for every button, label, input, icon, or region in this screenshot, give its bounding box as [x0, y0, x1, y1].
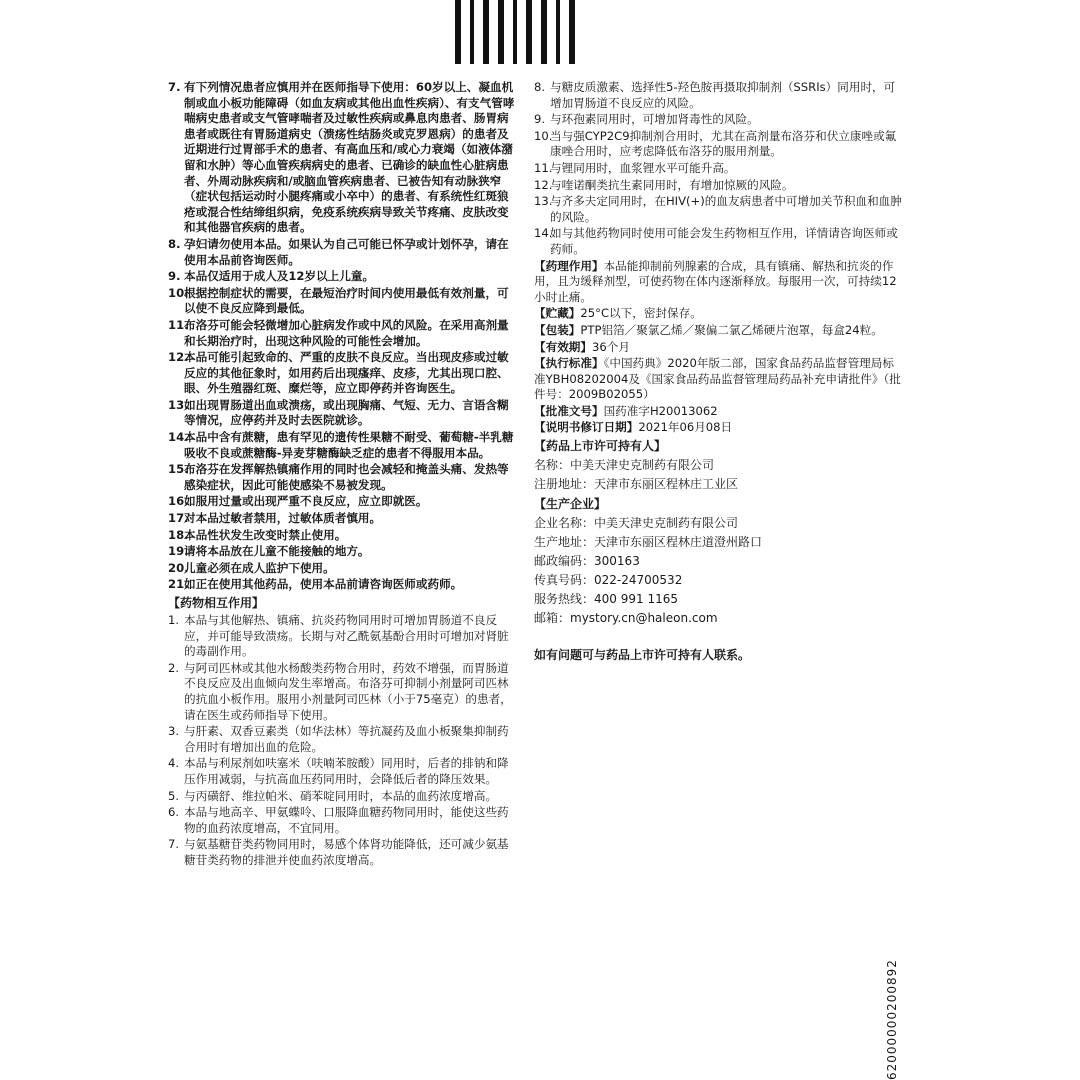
section-paragraph — [534, 259, 904, 306]
field-value: 天津市东丽区程林庄道澄州路口 — [594, 535, 763, 550]
numbered-item — [168, 462, 518, 493]
numbered-item — [534, 112, 904, 128]
item-text: 本品仅适用于成人及12岁以上儿童。 — [184, 269, 375, 284]
item-number: 16. — [168, 494, 189, 509]
field-value: 中美天津史克制药有限公司 — [594, 516, 739, 531]
item-number: 14. — [534, 226, 553, 241]
item-text: 如与其他药物同时使用可能会发生药物相互作用，详情请咨询医师或药师。 — [550, 226, 898, 256]
field-label: 名称： — [534, 458, 571, 473]
item-number: 11. — [168, 317, 189, 332]
barcode-bar — [513, 0, 517, 64]
item-text: 如出现胃肠道出血或溃疡，或出现胸痛、气短、无力、言语含糊等情况，应停药并及时去医院就诊。 — [184, 397, 509, 428]
item-number: 9. — [534, 112, 546, 127]
field-label: 服务热线： — [534, 592, 595, 607]
field-label: 注册地址： — [534, 477, 595, 492]
item-text: 根据控制症状的需要，在最短治疗时间内使用最低有效剂量，可以使不良反应降到最低。 — [184, 285, 509, 316]
numbered-item — [168, 805, 518, 836]
holder-heading: 【药品上市许可持有人】 — [534, 439, 667, 454]
section-heading: 【包装】 — [534, 322, 581, 337]
barcode-bar — [498, 0, 504, 64]
holder-row — [534, 456, 904, 475]
item-number: 18. — [168, 527, 189, 542]
item-text: 对本品过敏者禁用，过敏体质者慎用。 — [184, 511, 382, 526]
item-number: 9. — [168, 269, 181, 284]
numbered-item — [168, 80, 518, 236]
item-number: 5. — [168, 788, 180, 803]
field-value: 天津市东丽区程林庄工业区 — [594, 477, 739, 492]
numbered-item — [168, 613, 518, 660]
right-column — [534, 80, 904, 663]
item-number: 6. — [168, 805, 180, 820]
numbered-item — [168, 430, 518, 461]
item-text: 如服用过量或出现严重不良反应，应立即就医。 — [184, 494, 428, 509]
item-number: 13. — [534, 194, 553, 209]
numbered-item — [168, 269, 518, 285]
item-text: 与氨基糖苷类药物同用时，易感个体肾功能降低，还可减少氨基糖苷类药物的排泄并使血药浓度增高。 — [184, 837, 509, 867]
numbered-item — [534, 194, 904, 225]
section-text: 2021年06月08日 — [638, 420, 733, 435]
item-number: 15. — [168, 462, 189, 477]
item-text: 有下列情况患者应慎用并在医师指导下使用：60岁以上、凝血机制或血小板功能障碍（如血友病或其他出血性疾病）、有支气管哮喘病史患者或支气管哮喘者及过敏性疾病或鼻息肉患者、肠胃病患者或既往有胃肠道病史（溃疡性结肠炎或克罗恩病）的患者及近期进行过胃部手术的患者、有高血压和/或心力衰竭（如液体潴留和水肿）等心血管疾病病史的患者、已确诊的缺血性心脏病患者、外周动脉疾病和/或脑血管疾病患者、已被告知有动脉狭窄（症状包括运动时小腿疼痛或小卒中）的患者、有系统性红斑狼疮或混合性结缔组织病，免疫系统疾病导致关节疼痛、皮肤改变和其他器官疾病的患者。 — [184, 80, 515, 235]
manufacturer-row — [534, 609, 904, 628]
numbered-item — [168, 318, 518, 349]
item-text: 与环孢素同用时，可增加肾毒性的风险。 — [550, 112, 759, 127]
side-barcode-number: 62000000200892 — [885, 959, 899, 1080]
manufacturer-row — [534, 533, 904, 552]
section-text: 25°C以下，密封保存。 — [580, 306, 702, 321]
item-text: 与肝素、双香豆素类（如华法林）等抗凝药及血小板聚集抑制药合用时有增加出血的危险。 — [184, 724, 509, 754]
numbered-item — [168, 544, 518, 560]
numbered-item — [168, 661, 518, 723]
section-text: 国药准字H20013062 — [603, 403, 718, 418]
item-number: 1. — [168, 613, 180, 627]
item-text: 与阿司匹林或其他水杨酸类药物合用时，药效不增强，而胃肠道不良反应及出血倾向发生率增高。布洛芬可抑制小剂量阿司匹林的抗血小板作用。服用小剂量阿司匹林（小于75毫克）的患者，请在医生或药师指导下使用。 — [184, 660, 512, 722]
manufacturer-heading: 【生产企业】 — [534, 497, 607, 512]
barcode-bar — [470, 0, 474, 64]
item-number: 12. — [168, 350, 189, 365]
barcode — [455, 0, 585, 64]
item-text: 如正在使用其他药品，使用本品前请咨询医师或药师。 — [184, 577, 463, 592]
numbered-item — [168, 789, 518, 805]
item-text: 请将本品放在儿童不能接触的地方。 — [184, 544, 370, 559]
barcode-bar — [483, 0, 489, 64]
item-number: 17. — [168, 511, 189, 526]
item-text: 本品可能引起致命的、严重的皮肤不良反应。当出现皮疹或过敏反应的其他征象时，如用药后出现瘙痒、皮疹，尤其出现口腔、眼、外生殖器红斑、糜烂等，应立即停药并咨询医生。 — [184, 350, 509, 396]
item-text: 布洛芬在发挥解热镇痛作用的同时也会减轻和掩盖头痛、发热等感染症状，因此可能使感染不易被发现。 — [184, 462, 509, 492]
numbered-item — [168, 286, 518, 317]
numbered-item — [534, 80, 904, 111]
section-paragraph — [534, 404, 904, 420]
barcode-bar — [556, 0, 560, 64]
manufacturer-row — [534, 571, 904, 590]
section-text: 36个月 — [591, 339, 630, 354]
item-number: 12. — [534, 177, 553, 192]
numbered-item — [168, 398, 518, 429]
item-text: 本品中含有蔗糖，患有罕见的遗传性果糖不耐受、葡萄糖-半乳糖吸收不良或蔗糖酶-异麦芽糖酶缺乏症的患者不得服用本品。 — [184, 430, 514, 460]
item-number: 20. — [168, 560, 189, 575]
numbered-item — [168, 511, 518, 527]
item-text: 孕妇请勿使用本品。如果认为自己可能已怀孕或计划怀孕，请在使用本品前咨询医师。 — [184, 236, 509, 267]
section-paragraph — [534, 340, 904, 356]
field-value: 300163 — [594, 554, 640, 569]
numbered-item — [168, 577, 518, 593]
item-number: 3. — [168, 724, 180, 739]
barcode-bar — [455, 0, 461, 64]
numbered-item — [534, 178, 904, 194]
item-number: 19. — [168, 544, 189, 559]
field-value: 400 991 1165 — [594, 592, 678, 607]
item-number: 7. — [168, 80, 181, 94]
section-text: 本品能抑制前列腺素的合成，具有镇痛、解热和抗炎的作用，且为缓释剂型，可使药物在体内逐渐释放。每服用一次，可持续12小时止痛。 — [534, 258, 897, 304]
barcode-bar — [569, 0, 575, 64]
item-number: 10. — [534, 128, 553, 143]
item-number: 21. — [168, 577, 189, 592]
item-text: 儿童必须在成人监护下使用。 — [184, 560, 335, 575]
section-text: 《中国药典》2020年版二部，国家食品药品监督管理局标准YBH08202004及《国家食品药品监督管理局药品补充申请批件》（批件号：2009B02055） — [534, 356, 901, 402]
section-paragraph — [534, 420, 904, 436]
field-value: mystory.cn@haleon.com — [570, 611, 718, 626]
numbered-item — [168, 561, 518, 577]
item-text: 本品性状发生改变时禁止使用。 — [184, 527, 347, 542]
field-label: 邮箱： — [534, 611, 571, 626]
item-text: 与喹诺酮类抗生素同用时，有增加惊厥的风险。 — [550, 177, 794, 192]
barcode-bar — [526, 0, 532, 64]
item-number: 4. — [168, 756, 180, 771]
item-text: 本品与利尿剂如呋塞米（呋喃苯胺酸）同用时，后者的排钠和降压作用减弱，与抗高血压药同用时，会降低后者的降压效果。 — [184, 756, 509, 786]
item-number: 8. — [168, 236, 181, 251]
numbered-item — [534, 226, 904, 257]
numbered-item — [168, 837, 518, 868]
numbered-item — [534, 161, 904, 177]
numbered-item — [168, 756, 518, 787]
item-number: 14. — [168, 430, 189, 445]
section-text: PTP铝箔／聚氯乙烯／聚偏二氯乙烯硬片泡罩，每盒24粒。 — [580, 322, 883, 337]
item-text: 当与强CYP2C9抑制剂合用时，尤其在高剂量布洛芬和伏立康唑或氟康唑合用时，应考虑降低布洛芬的服用剂量。 — [550, 128, 897, 159]
item-text: 与丙磺舒、维拉帕米、硝苯啶同用时，本品的血药浓度增高。 — [184, 788, 498, 803]
item-text: 本品与地高辛、甲氨蝶呤、口服降血糖药物同用时，能使这些药物的血药浓度增高，不宜同用。 — [184, 805, 509, 835]
section-heading: 【说明书修订日期】 — [534, 420, 639, 435]
left-column — [168, 80, 518, 870]
field-value: 022-24700532 — [594, 573, 683, 588]
item-number: 7. — [168, 837, 180, 852]
section-heading: 【有效期】 — [534, 339, 592, 354]
field-value: 中美天津史克制药有限公司 — [570, 458, 715, 473]
section-paragraph — [534, 306, 904, 322]
numbered-item — [168, 724, 518, 755]
item-text: 与齐多夫定同用时，在HIV(+)的血友病患者中可增加关节积血和血肿的风险。 — [550, 194, 902, 224]
item-number: 10. — [168, 285, 189, 300]
field-label: 企业名称： — [534, 516, 595, 531]
item-number: 2. — [168, 660, 180, 675]
numbered-item — [168, 494, 518, 510]
manufacturer-row — [534, 552, 904, 571]
numbered-item — [168, 350, 518, 397]
section-heading: 【批准文号】 — [534, 403, 604, 418]
section-paragraph — [534, 323, 904, 339]
manufacturer-row — [534, 514, 904, 533]
item-text: 与糖皮质激素、选择性5-羟色胺再摄取抑制剂（SSRIs）同用时，可增加胃肠道不良反应的风险。 — [550, 80, 896, 110]
item-text: 与锂同用时，血浆锂水平可能升高。 — [550, 160, 736, 175]
item-text: 布洛芬可能会轻微增加心脏病发作或中风的风险。在采用高剂量和长期治疗时，出现这种风险的可能性会增加。 — [184, 317, 509, 348]
section-paragraph — [534, 356, 904, 403]
contact-note: 如有问题可与药品上市许可持有人联系。 — [534, 648, 751, 663]
barcode-bar — [541, 0, 547, 64]
item-number: 13. — [168, 397, 189, 412]
interaction-heading: 【药物相互作用】 — [168, 596, 265, 610]
item-number: 8. — [534, 80, 546, 94]
item-text: 本品与其他解热、镇痛、抗炎药物同用时可增加胃肠道不良反应，并可能导致溃疡。长期与对乙酰氨基酚合用时可增加对肾脏的毒副作用。 — [184, 613, 509, 659]
section-heading: 【药理作用】 — [534, 258, 604, 273]
field-label: 传真号码： — [534, 573, 595, 588]
holder-row — [534, 475, 904, 494]
numbered-item — [534, 129, 904, 160]
field-label: 生产地址： — [534, 535, 595, 550]
field-label: 邮政编码： — [534, 554, 595, 569]
numbered-item — [168, 528, 518, 544]
manufacturer-row — [534, 590, 904, 609]
section-heading: 【执行标准】 — [534, 356, 604, 371]
section-heading: 【贮藏】 — [534, 306, 581, 321]
item-number: 11. — [534, 160, 553, 175]
numbered-item — [168, 237, 518, 268]
